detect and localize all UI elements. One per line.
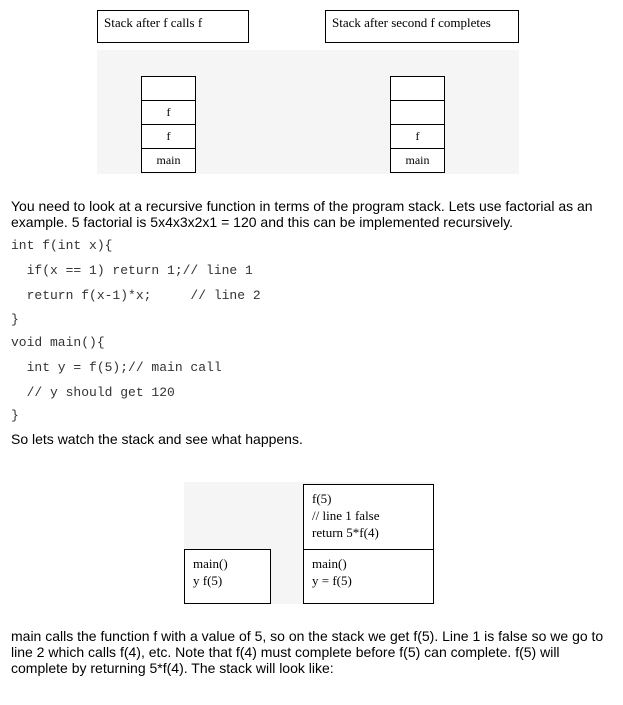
frame-line: return 5*f(4) xyxy=(312,525,379,540)
code-line: int f(int x){ xyxy=(11,238,113,253)
left-stack-cell xyxy=(142,77,195,101)
frame-line: f(5) xyxy=(312,491,332,506)
right-stack-cell: f xyxy=(391,125,444,149)
code-line: // y should get 120 xyxy=(11,385,175,400)
frame-line: main() xyxy=(193,556,228,571)
frame-line: main() xyxy=(312,556,347,571)
right-stack-cell: main xyxy=(405,153,430,167)
left-stack xyxy=(141,76,196,173)
right-stack xyxy=(390,76,445,173)
left-stack-cell: main xyxy=(156,153,181,167)
code-line: } xyxy=(11,312,19,327)
left-stack-cell: f xyxy=(142,101,195,125)
main-frame-before xyxy=(184,549,271,604)
frame-line: y = f(5) xyxy=(312,573,352,588)
code-line: void main(){ xyxy=(11,335,105,350)
right-stack-cell xyxy=(391,101,444,125)
code-line: if(x == 1) return 1;// line 1 xyxy=(11,263,253,278)
right-stack-cell xyxy=(391,77,444,101)
left-stack-cell: f xyxy=(142,125,195,149)
code-line: } xyxy=(11,408,19,423)
frame-line: y f(5) xyxy=(193,573,223,588)
intro-paragraph: You need to look at a recursive function in terms of the program stack. Lets use factorial as an example. 5 factorial is 5x4x3x2x1 = 120 and this can be implemented recursively. xyxy=(11,198,593,230)
watch-text: So lets watch the stack and see what happens. xyxy=(11,431,303,447)
closing-paragraph: main calls the function f with a value of 5, so on the stack we get f(5). Line 1 is false so we go to line 2 which calls f(4), etc. Note that f(4) must complete before f(5) can complete. f(5) will complete by returning 5*f(4). The stack will look like: xyxy=(11,628,604,676)
frame-line: // line 1 false xyxy=(312,508,380,523)
f5-frame xyxy=(303,484,434,550)
main-frame-after xyxy=(303,549,434,604)
right-stack-title: Stack after second f completes xyxy=(325,10,519,43)
left-stack-title: Stack after f calls f xyxy=(97,10,249,43)
code-line: return f(x-1)*x; // line 2 xyxy=(11,288,261,303)
code-line: int y = f(5);// main call xyxy=(11,360,222,375)
